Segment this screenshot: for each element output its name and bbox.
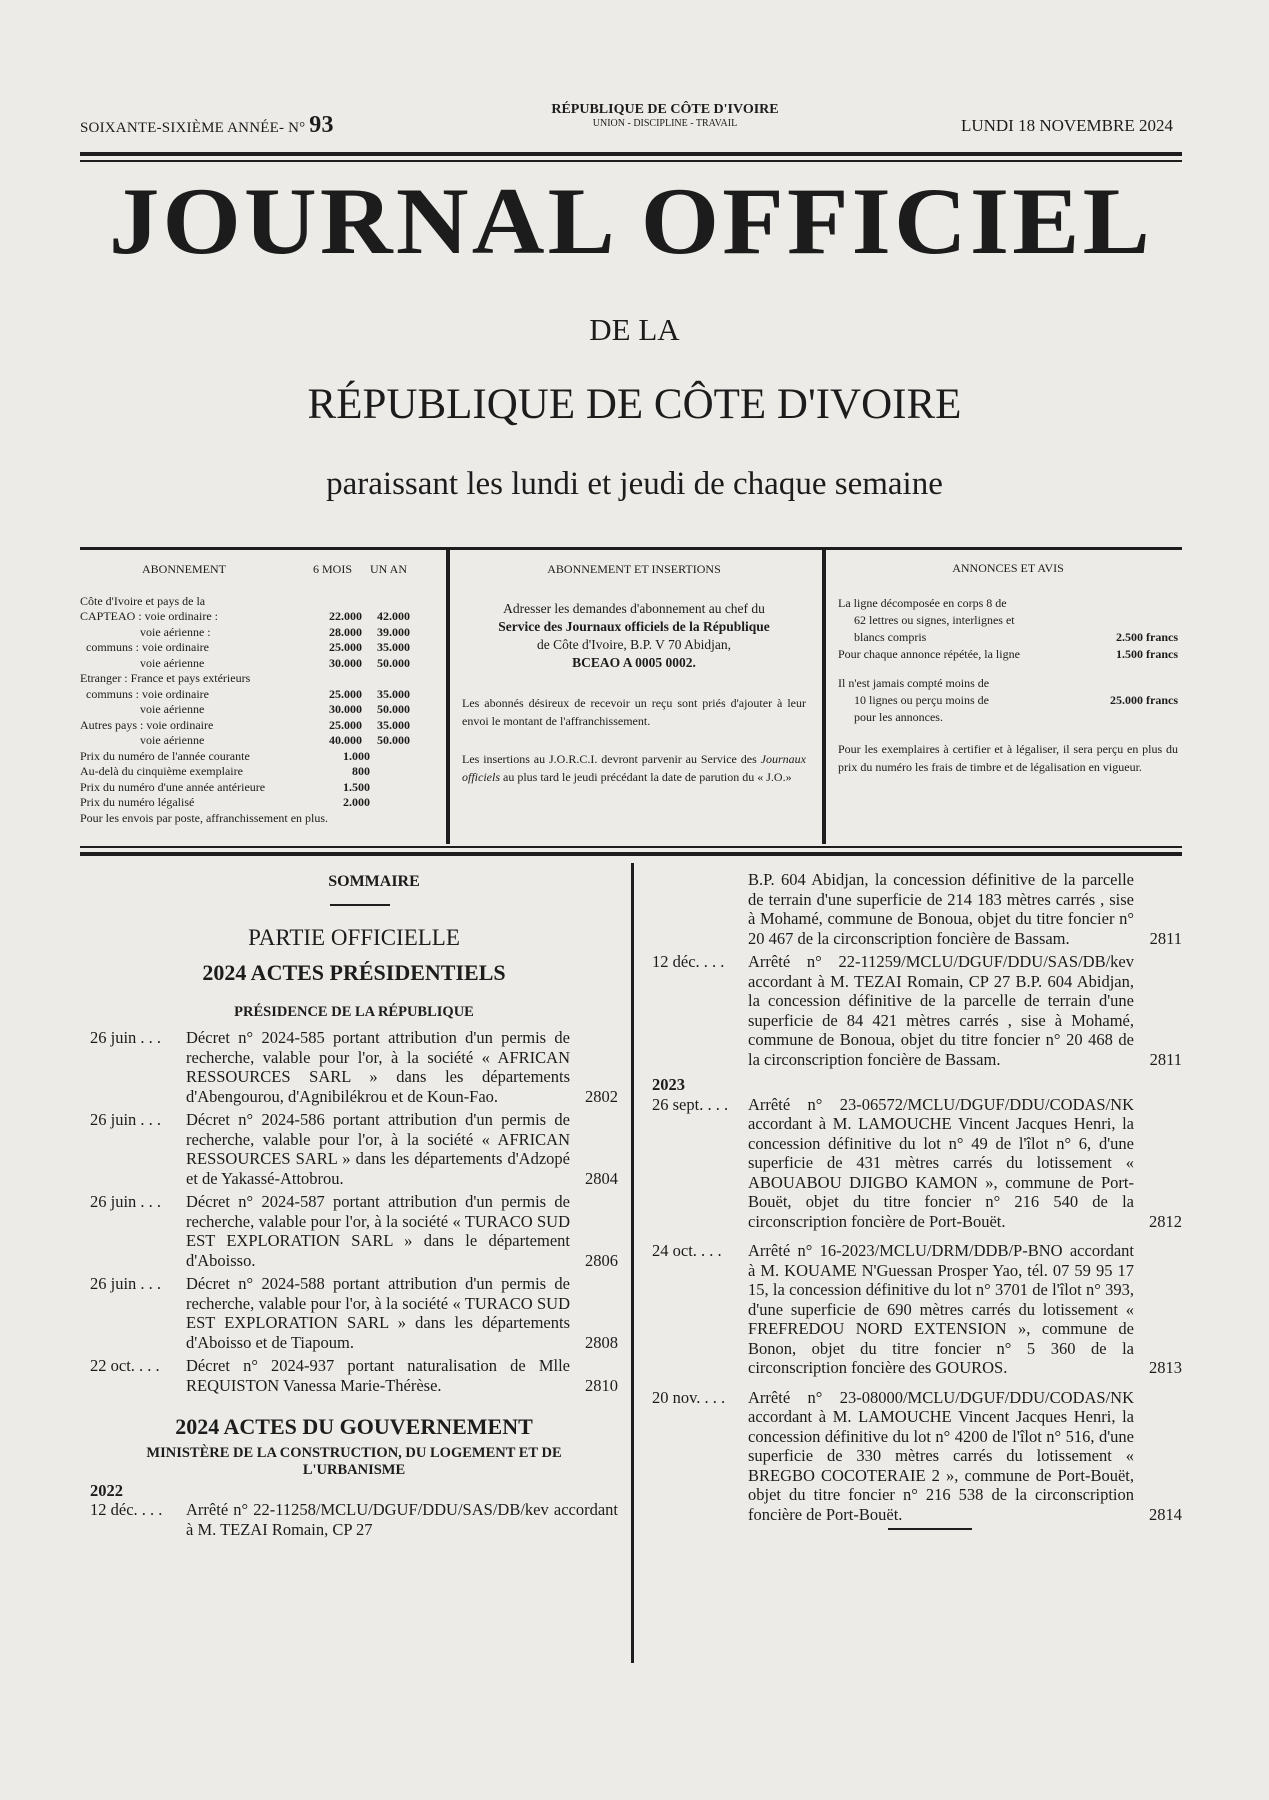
insertions-p3a: Les insertions au J.O.R.C.I. devront parvenir au Service des (462, 751, 757, 766)
rate-row (80, 687, 410, 703)
entry-date: 26 juin . . . (90, 1028, 162, 1047)
toc-entry (90, 1356, 618, 1395)
entry-page: 2808 (585, 1332, 618, 1352)
entry-text: Arrêté n° 22-11259/MCLU/DGUF/DDU/SAS/DB/kev accordant à M. TEZAI Romain, CP 27 B.P. 604 Abidjan, la concession définitive de la parcelle de terrain d'une superficie de 84 421 mètres carrés , sise à Mohamé, commune de Bonoua, objet du titre foncier n° 20 468 de la circonscription foncière de Bassam. (748, 952, 1134, 1069)
subscription-header-row (80, 562, 420, 578)
single-price-value: 1.500 (343, 779, 370, 794)
year-2023: 2023 (652, 1075, 685, 1094)
insertions-p3b: au plus tard le jeudi précédant la date de parution du « J.O.» (503, 769, 792, 784)
postage-note: Pour les envois par poste, affranchissement en plus. (80, 810, 329, 825)
rate-row (80, 702, 410, 718)
rate-1an: 50.000 (377, 702, 410, 716)
rate-label: voie aérienne : (140, 624, 211, 639)
rate-6mois (322, 671, 362, 687)
rates-box (80, 547, 1182, 848)
rate-row (80, 625, 410, 641)
insertions-p1c: de Côte d'Ivoire, B.P. V 70 Abidjan, (537, 636, 731, 652)
rate-1an: 50.000 (377, 733, 410, 747)
annonces-l6-price: 25.000 francs (1110, 693, 1178, 707)
entry-page: 2814 (1149, 1504, 1182, 1524)
single-price-label: Au-delà du cinquième exemplaire (80, 764, 243, 778)
masthead-line3: paraissant les lundi et jeudi de chaque semaine (326, 466, 943, 502)
single-price-label: Prix du numéro légalisé (80, 795, 195, 809)
rate-label: voie aérienne (140, 655, 205, 670)
insertions-p1a: Adresser les demandes d'abonnement au chef du (503, 600, 765, 616)
annonces-l3: blancs compris (854, 630, 927, 644)
insertions-p1d: BCEAO A 0005 0002. (572, 654, 696, 670)
rate-6mois: 25.000 (329, 717, 362, 732)
journal-title: JOURNAL OFFICIEL (108, 168, 1154, 274)
col-1an: UN AN (369, 562, 407, 576)
rate-label: Côte d'Ivoire et pays de la (80, 593, 206, 608)
annonces-column (838, 560, 1178, 776)
issue-date: LUNDI 18 NOVEMBRE 2024 (960, 116, 1173, 135)
entry-2022 (90, 1500, 618, 1539)
entry-text: Décret n° 2024-586 portant attribution d'un permis de recherche, valable pour l'or, à la société « AFRICAN RESSOURCES SARL » dans les départements d'Adzopé et de Yakassé-Attobrou. (186, 1110, 570, 1188)
entry-date: 12 déc. . . . (652, 952, 725, 971)
sommaire-right (652, 870, 1182, 1530)
entry-text: Arrêté n° 22-11258/MCLU/DGUF/DDU/SAS/DB/kev accordant à M. TEZAI Romain, CP 27 (186, 1500, 618, 1539)
entry-page: 2804 (585, 1168, 618, 1188)
rate-6mois: 30.000 (329, 702, 362, 716)
entry-text: Arrêté n° 16-2023/MCLU/DRM/DDB/P-BNO accordant à M. KOUAME N'Guessan Prosper Yao, tél. 07 59 95 17 15, la concession définitive du lot n° 3701 de l'îlot n° 393, d'une superficie de 690 mètres carrés du lotissement « FREFREDOU NORD EXTENSION », commune de Bonon, objet du titre foncier n° 5 360 de la circonscription foncière des GOUROS. (748, 1241, 1134, 1377)
entry-page: 2811 (1149, 1049, 1182, 1069)
rate-1an: 50.000 (377, 655, 410, 670)
rate-row (80, 640, 410, 656)
continued-text: B.P. 604 Abidjan, la concession définitive de la parcelle de terrain d'une superficie de 214 183 mètres carrés , sise à Mohamé, commune de Bonoua, objet du titre foncier n° 20 467 de la circonscription foncière de Bassam. (748, 870, 1134, 948)
presidential-entries (90, 1028, 618, 1395)
rate-label: Autres pays : voie ordinaire (80, 717, 214, 732)
rate-label: CAPTEAO : voie ordinaire : (80, 609, 218, 623)
header-rule-thin (80, 160, 1182, 162)
col-6mois: 6 MOIS (312, 562, 352, 576)
single-price-rows (80, 749, 420, 811)
rate-1an: 35.000 (377, 717, 410, 732)
entry-date: 26 juin . . . (90, 1274, 162, 1293)
continued-date-spacer (652, 870, 748, 948)
entry-page: 2806 (585, 1250, 618, 1270)
insertions-column (462, 562, 806, 786)
rate-row (80, 733, 410, 749)
header-rule (80, 152, 1182, 156)
toc-entry (652, 1241, 1182, 1378)
annonces-p3: Pour les exemplaires à certifier et à légaliser, il sera perçu en plus du prix du numéro les frais de timbre et de légalisation en vigueur. (838, 742, 1178, 774)
single-price-row (80, 780, 370, 796)
entry-date: 24 oct. . . . (652, 1241, 722, 1260)
rate-label: communs : voie ordinaire (86, 640, 209, 654)
annonces-row-l6 (838, 692, 1178, 709)
toc-entry (652, 952, 1182, 1069)
annonces-l2: 62 lettres ou signes, interlignes et (854, 613, 1015, 627)
issue-label (80, 112, 334, 139)
sommaire-title: SOMMAIRE (328, 873, 420, 890)
rate-1an (362, 671, 410, 687)
sommaire-rule (330, 904, 390, 906)
entry-date: 26 juin . . . (90, 1192, 162, 1211)
rate-1an: 35.000 (377, 640, 410, 654)
entry-date: 26 sept. . . . (652, 1094, 729, 1114)
entry-page: 2810 (585, 1375, 618, 1395)
single-price-row (80, 764, 370, 780)
masthead-line1: DE LA (589, 312, 680, 347)
rate-6mois: 28.000 (329, 624, 362, 639)
rate-row (80, 656, 410, 672)
rate-row (80, 671, 410, 687)
ministry-heading: MINISTÈRE DE LA CONSTRUCTION, DU LOGEMENT ET DE L'URBANISME (146, 1444, 562, 1478)
rate-label: voie aérienne (140, 702, 205, 716)
rate-row (80, 594, 410, 610)
single-price-value: 1.000 (343, 748, 370, 763)
entry-text: Décret n° 2024-587 portant attribution d'un permis de recherche, valable pour l'or, à la société « TURACO SUD EST EXPLORATION SARL » dans le département d'Aboisso. (186, 1192, 570, 1270)
right-entries (652, 952, 1182, 1069)
rate-label: Etranger : France et pays extérieurs (80, 671, 251, 685)
single-price-label: Prix du numéro d'une année antérieure (80, 779, 266, 794)
end-rule (888, 1528, 972, 1530)
partie-officielle: PARTIE OFFICIELLE (248, 924, 460, 950)
continued-page: 2811 (1149, 928, 1182, 948)
republic-header (500, 102, 830, 129)
annonces-head: ANNONCES ET AVIS (952, 561, 1064, 575)
rate-6mois: 25.000 (329, 640, 362, 654)
toc-entry (652, 1095, 1182, 1232)
sommaire-left (90, 872, 618, 1539)
rate-6mois: 30.000 (329, 655, 362, 670)
entry-page: 2812 (1149, 1211, 1182, 1231)
toc-entry (90, 1192, 618, 1270)
year-label: SOIXANTE-SIXIÈME ANNÉE- N° (80, 120, 306, 136)
toc-entry (652, 1388, 1182, 1525)
rate-1an: 35.000 (377, 686, 410, 701)
rate-label: communs : voie ordinaire (86, 686, 209, 701)
rate-1an: 42.000 (377, 609, 410, 623)
annonces-l6: 10 lignes ou perçu moins de (854, 693, 989, 707)
entry-date: 20 nov. . . . (652, 1387, 726, 1407)
republic-motto: UNION - DISCIPLINE - TRAVAIL (592, 118, 738, 129)
rate-6mois: 40.000 (329, 733, 362, 747)
annonces-row-l4 (838, 646, 1178, 663)
year-2022: 2022 (90, 1480, 123, 1500)
presidence-heading: PRÉSIDENCE DE LA RÉPUBLIQUE (234, 1003, 474, 1020)
single-price-row (80, 795, 370, 811)
entry-date: 22 oct. . . . (90, 1356, 160, 1375)
column-divider (631, 863, 634, 1663)
annonces-l3-price: 2.500 francs (1116, 630, 1178, 644)
toc-entry (90, 1028, 618, 1106)
rate-1an: 39.000 (377, 624, 410, 639)
subscription-head: ABONNEMENT (142, 562, 226, 576)
entry-text: Arrêté n° 23-06572/MCLU/DGUF/DDU/CODAS/NK accordant à M. LAMOUCHE Vincent Jacques Henri, la concession définitive du lot n° 49 de l'îlot n° 6, d'une superficie de 431 mètres carrés du lotissement « ABOUABOU DJIGBO KAMON », commune de Port-Bouët, objet du titre foncier n° 216 540 de la circonscription foncière de Port-Bouët. (748, 1094, 1134, 1231)
entry-text: Décret n° 2024-588 portant attribution d'un permis de recherche, valable pour l'or, à la société « TURACO SUD EST EXPLORATION SARL » dans les départements d'Aboisso et de Tiapoum. (186, 1274, 570, 1352)
annonces-l4-price: 1.500 francs (1116, 647, 1178, 661)
entry-text: Décret n° 2024-937 portant naturalisation de Mlle REQUISTON Vanessa Marie-Thérèse. (186, 1356, 570, 1395)
entry-page: 2802 (585, 1086, 618, 1106)
entry-text: Arrêté n° 23-08000/MCLU/DGUF/DDU/CODAS/NK accordant à M. LAMOUCHE Vincent Jacques Henri, la concession définitive du lot n° 4200 de l'îlot n° 516, d'une superficie de 330 mètres carrés du lotissement « BREGBO COCOTERAIE 2 », commune de Port-Bouët, objet du titre foncier n° 216 538 de la circonscription foncière de Port-Bouët. (748, 1387, 1134, 1524)
republic-name: RÉPUBLIQUE DE CÔTE D'IVOIRE (551, 102, 779, 117)
rate-row (80, 609, 410, 625)
rate-6mois: 25.000 (329, 686, 362, 701)
box-bottom-rule (80, 852, 1182, 856)
entries-2023 (652, 1095, 1182, 1525)
insertions-p2: Les abonnés désireux de recevoir un reçu sont priés d'ajouter à leur envoi le montant de l'affranchissement. (462, 695, 806, 728)
entry-date: 26 juin . . . (90, 1110, 162, 1129)
single-price-value: 800 (352, 764, 370, 778)
annonces-l5: Il n'est jamais compté moins de (838, 676, 990, 690)
toc-entry (90, 1274, 618, 1352)
entry-date: 12 déc. . . . (90, 1500, 163, 1519)
masthead-line2: RÉPUBLIQUE DE CÔTE D'IVOIRE (307, 381, 962, 428)
box-divider-1 (446, 550, 450, 844)
insertions-p3-em: Journaux officiels (462, 751, 806, 784)
single-price-row (80, 749, 370, 765)
insertions-head: ABONNEMENT ET INSERTIONS (547, 562, 721, 576)
insertions-p3 (462, 750, 806, 786)
entry-text: Décret n° 2024-585 portant attribution d'un permis de recherche, valable pour l'or, à la société « AFRICAN RESSOURCES SARL » dans les départements d'Abengourou, d'Agnibilékrou et de Koun-Fao. (186, 1028, 570, 1106)
box-divider-2 (822, 550, 826, 844)
insertions-address (462, 600, 806, 672)
section-actes-gouvernement: 2024 ACTES DU GOUVERNEMENT (175, 1414, 533, 1439)
entry-page: 2813 (1149, 1358, 1182, 1377)
rate-label: voie aérienne (140, 733, 205, 747)
section-actes-presidentiels: 2024 ACTES PRÉSIDENTIELS (202, 960, 506, 985)
annonces-l4: Pour chaque annonce répétée, la ligne (838, 647, 1020, 661)
annonces-l7: pour les annonces. (854, 710, 943, 724)
subscription-column (80, 562, 420, 826)
single-price-label: Prix du numéro de l'année courante (80, 748, 250, 763)
annonces-l1: La ligne décomposée en corps 8 de (838, 596, 1007, 610)
rate-1an (362, 594, 410, 610)
toc-entry (90, 1110, 618, 1188)
annonces-row-l3 (838, 629, 1178, 646)
rate-6mois: 22.000 (329, 609, 362, 623)
rate-row (80, 718, 410, 734)
issue-number: 93 (309, 112, 334, 138)
single-price-value: 2.000 (343, 795, 370, 809)
insertions-p1b: Service des Journaux officiels de la République (498, 618, 770, 634)
rate-6mois (322, 594, 362, 610)
subscription-rows (80, 594, 420, 749)
continued-entry (652, 870, 1182, 948)
